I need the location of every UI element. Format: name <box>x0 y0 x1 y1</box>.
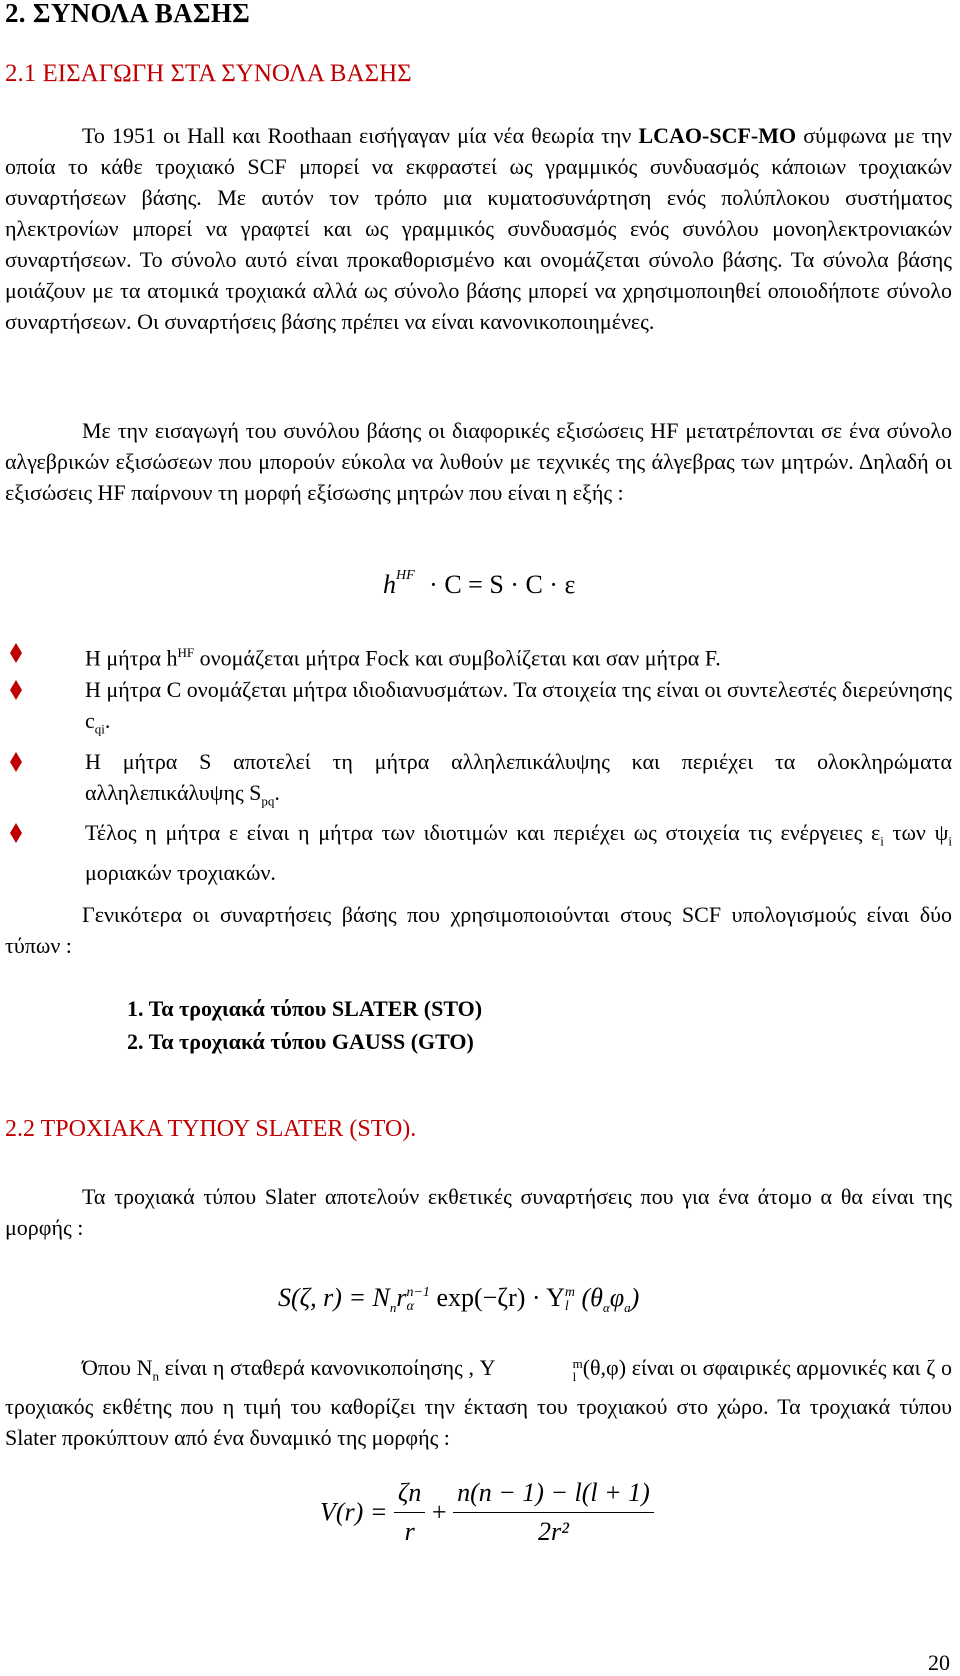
eq-numerator: n(n − 1) − l(l + 1) <box>457 1478 650 1507</box>
diamond-bullet-icon <box>5 679 27 701</box>
potential-equation <box>320 1478 654 1547</box>
paragraph-text: Τα τροχιακά τύπου Slater αποτελούν εκθετικές συναρτήσεις που για ένα άτομο α θα είναι της μορφής : <box>5 1184 952 1240</box>
hf-paragraph <box>5 415 952 508</box>
paragraph-text: Με την εισαγωγή του συνόλου βάσης οι διαφορικές εξισώσεις HF μετατρέπονται σε ένα σύνολο αλγεβρικών εξισώσεων που μπορούν εύκολα να λυθούν με τεχνικές της άλγεβρας των μητρών. Δηλαδή οι εξισώσεις HF παίρνουν τη μορφή εξίσωσης μητρών που είναι η εξής : <box>5 418 952 505</box>
eq-part: + <box>431 1497 447 1527</box>
lcao-term: LCAO-SCF-MO <box>638 123 797 148</box>
paragraph-text: (θ,φ) είναι οι σφαιρικές αρμονικές και ζ ο τροχιακός εκθέτης που η τιμή του καθορίζει την έκταση του τροχιακού στο χώρο. Τα τροχιακά τύπου Slater προκύπτουν από ένα δυναμικό της μορφής : <box>5 1355 952 1451</box>
matrix-equation <box>383 570 575 600</box>
basis-types-paragraph <box>5 899 952 961</box>
bullet-item: Τέλος η μήτρα ε είναι η μήτρα των ιδιοτιμών και περιέχει ως στοιχεία τις ενέργειες $\varepsilon_i$ των $\psi_i$ μοριακών τροχιακών. <box>5 817 952 887</box>
eq-symbol: h <box>383 570 396 599</box>
eq-part: r <box>396 1283 407 1312</box>
diamond-bullet-icon <box>5 751 27 773</box>
text-sup: m <box>572 1355 583 1371</box>
eq-sup: n−1 <box>406 1285 430 1301</box>
slater-equation <box>278 1283 639 1316</box>
eq-denominator: r <box>394 1512 426 1547</box>
slater-paragraph <box>5 1181 952 1243</box>
diamond-bullet-icon <box>5 642 27 664</box>
paragraph-text: είναι η σταθερά κανονικοποίησης , Y <box>158 1355 496 1380</box>
text-sub: n <box>152 1368 159 1384</box>
bullet-item: Η μήτρα C ονομάζεται μήτρα ιδιοδιανυσμάτων. Τα στοιχεία της είναι οι συντελεστές διερεύνησης $c_{qi}$. <box>5 674 952 744</box>
eq-sub: a <box>624 1300 631 1316</box>
eq-sub: α <box>602 1300 610 1316</box>
basis-types-list <box>127 993 482 1059</box>
bullet-item: Η μήτρα $h^{HF}$ ονομάζεται μήτρα Fock και συμβολίζεται και σαν μήτρα F. <box>5 637 952 673</box>
eq-sup: m <box>564 1285 575 1301</box>
text-sub: l <box>572 1368 577 1384</box>
section-title-slater: 2.2 ΤΡΟΧΙΑΚΑ ΤΥΠΟΥ SLATER (STO). <box>5 1116 417 1142</box>
page-number: 20 <box>928 1650 950 1675</box>
paragraph-text: Γενικότερα οι συναρτήσεις βάσης που χρησιμοποιούνται στους SCF υπολογισμούς είναι δύο τύπων : <box>5 902 952 958</box>
eq-fraction <box>394 1478 426 1547</box>
paragraph-text: σύμφωνα με την οποία το κάθε τροχιακό SCF μπορεί να εκφραστεί ως γραμμικός συνδυασμός κάποιων τροχιακών συναρτήσεων βάσης. Με αυτόν τον τρόπο μια κυματοσυνάρτηση ενός πολύπλοκου συστήματος ηλεκτρονίων μπορεί να γραφτεί και ως γραμμικός συνδυασμός ενός συνόλου μονοηλεκτρονιακών συναρτήσεων. Το σύνολο αυτό είναι προκαθορισμένο και ονομάζεται σύνολο βάσης. Τα σύνολα βάσης μοιάζουν με τα ατομικά τροχιακά αλλά ως σύνολο βάσης μπορεί να χρησιμοποιηθεί οποιοδήποτε σύνολο συναρτήσεων. Οι συναρτήσεις βάσης πρέπει να είναι κανονικοποιημένες. <box>5 123 952 334</box>
paragraph-text: Το 1951 οι Hall και Roothaan εισήγαγαν μία νέα θεωρία την <box>82 123 639 148</box>
paragraph-text: Όπου N <box>82 1355 153 1380</box>
eq-part: ) <box>630 1283 640 1312</box>
eq-sub: n <box>389 1300 397 1316</box>
section-title-intro: 2.1 ΕΙΣΑΓΩΓΗ ΣΤΑ ΣΥΝΟΛΑ ΒΑΣΗΣ <box>5 60 412 87</box>
eq-superscript: HF <box>396 568 415 584</box>
intro-paragraph <box>5 120 952 337</box>
eq-part: exp(−ζr) · Y <box>429 1283 565 1312</box>
eq-fraction <box>453 1478 654 1547</box>
eq-part: S(ζ, r) = N <box>278 1283 390 1312</box>
list-item: 2. Τα τροχιακά τύπου GAUSS (GTO) <box>127 1029 474 1054</box>
eq-rest: · C = S · C · ε <box>429 570 576 599</box>
diamond-bullet-icon <box>5 822 27 844</box>
eq-part: V(r) = <box>320 1497 388 1527</box>
list-item: 1. Τα τροχιακά τύπου SLATER (STO) <box>127 996 483 1021</box>
eq-sub: α <box>406 1299 414 1315</box>
eq-numerator: ζn <box>397 1478 422 1507</box>
eq-denominator: 2r² <box>453 1512 654 1547</box>
bullet-item: Η μήτρα S αποτελεί τη μήτρα αλληλεπικάλυψης και περιέχει τα ολοκληρώματα αλληλεπικάλυψης $S_{pq}$. <box>5 746 952 816</box>
eq-sub: l <box>564 1299 569 1315</box>
bullet-list <box>5 637 952 889</box>
eq-part: φ <box>609 1283 625 1312</box>
chapter-heading: 2. ΣΥΝΟΛΑ ΒΑΣΗΣ <box>5 0 251 28</box>
eq-part: (θ <box>574 1283 603 1312</box>
slater-explanation <box>5 1352 952 1453</box>
